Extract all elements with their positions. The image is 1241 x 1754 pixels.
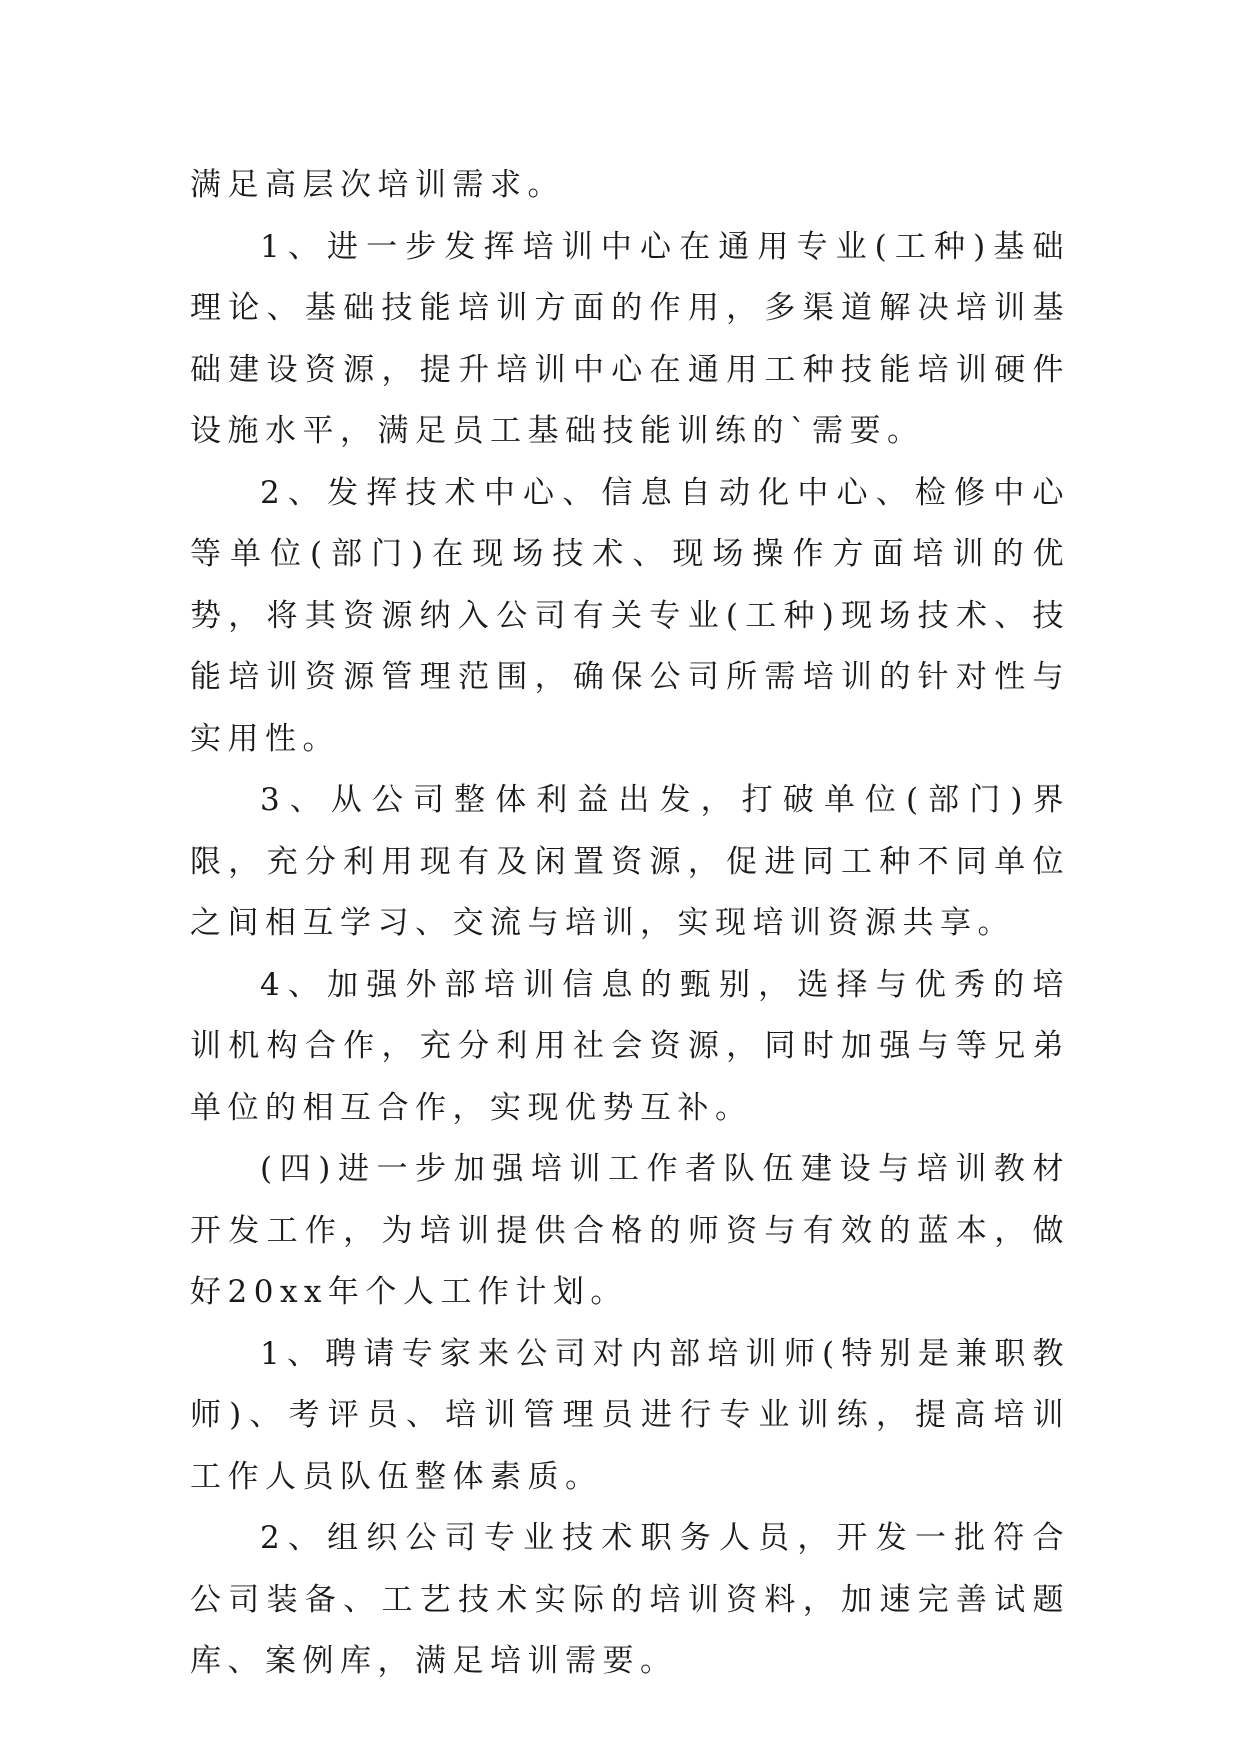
- paragraph-continuation: 满足高层次培训需求。: [190, 167, 565, 203]
- paragraph-item-3-resource-sharing: 3、从公司整体利益出发，打破单位(部门)界限，充分利用现有及闲置资源，促进同工种不同单位之间相互学习、交流与培训，实现培训资源共享。: [190, 782, 1070, 941]
- paragraph-item-2-materials: 2、组织公司专业技术职务人员，开发一批符合公司装备、工艺技术实际的培训资料，加速完善试题库、案例库，满足培训需要。: [190, 1520, 1070, 1679]
- paragraph-section-4-heading: (四)进一步加强培训工作者队伍建设与培训教材开发工作，为培训提供合格的师资与有效的蓝本，做好20xx年个人工作计划。: [190, 1151, 1070, 1310]
- paragraph-item-2-tech-centers: 2、发挥技术中心、信息自动化中心、检修中心等单位(部门)在现场技术、现场操作方面培训的优势，将其资源纳入公司有关专业(工种)现场技术、技能培训资源管理范围，确保公司所需培训的针对性与实用性。: [190, 474, 1070, 757]
- paragraph-item-1-training-center: 1、进一步发挥培训中心在通用专业(工种)基础理论、基础技能培训方面的作用，多渠道解决培训基础建设资源，提升培训中心在通用工种技能培训硬件设施水平，满足员工基础技能训练的`需要。: [190, 228, 1070, 449]
- paragraph-item-4-external-training: 4、加强外部培训信息的甄别，选择与优秀的培训机构合作，充分利用社会资源，同时加强与等兄弟单位的相互合作，实现优势互补。: [190, 966, 1070, 1126]
- document-body: [190, 155, 1070, 1693]
- paragraph-item-1-experts: 1、聘请专家来公司对内部培训师(特别是兼职教师)、考评员、培训管理员进行专业训练，提高培训工作人员队伍整体素质。: [190, 1335, 1070, 1495]
